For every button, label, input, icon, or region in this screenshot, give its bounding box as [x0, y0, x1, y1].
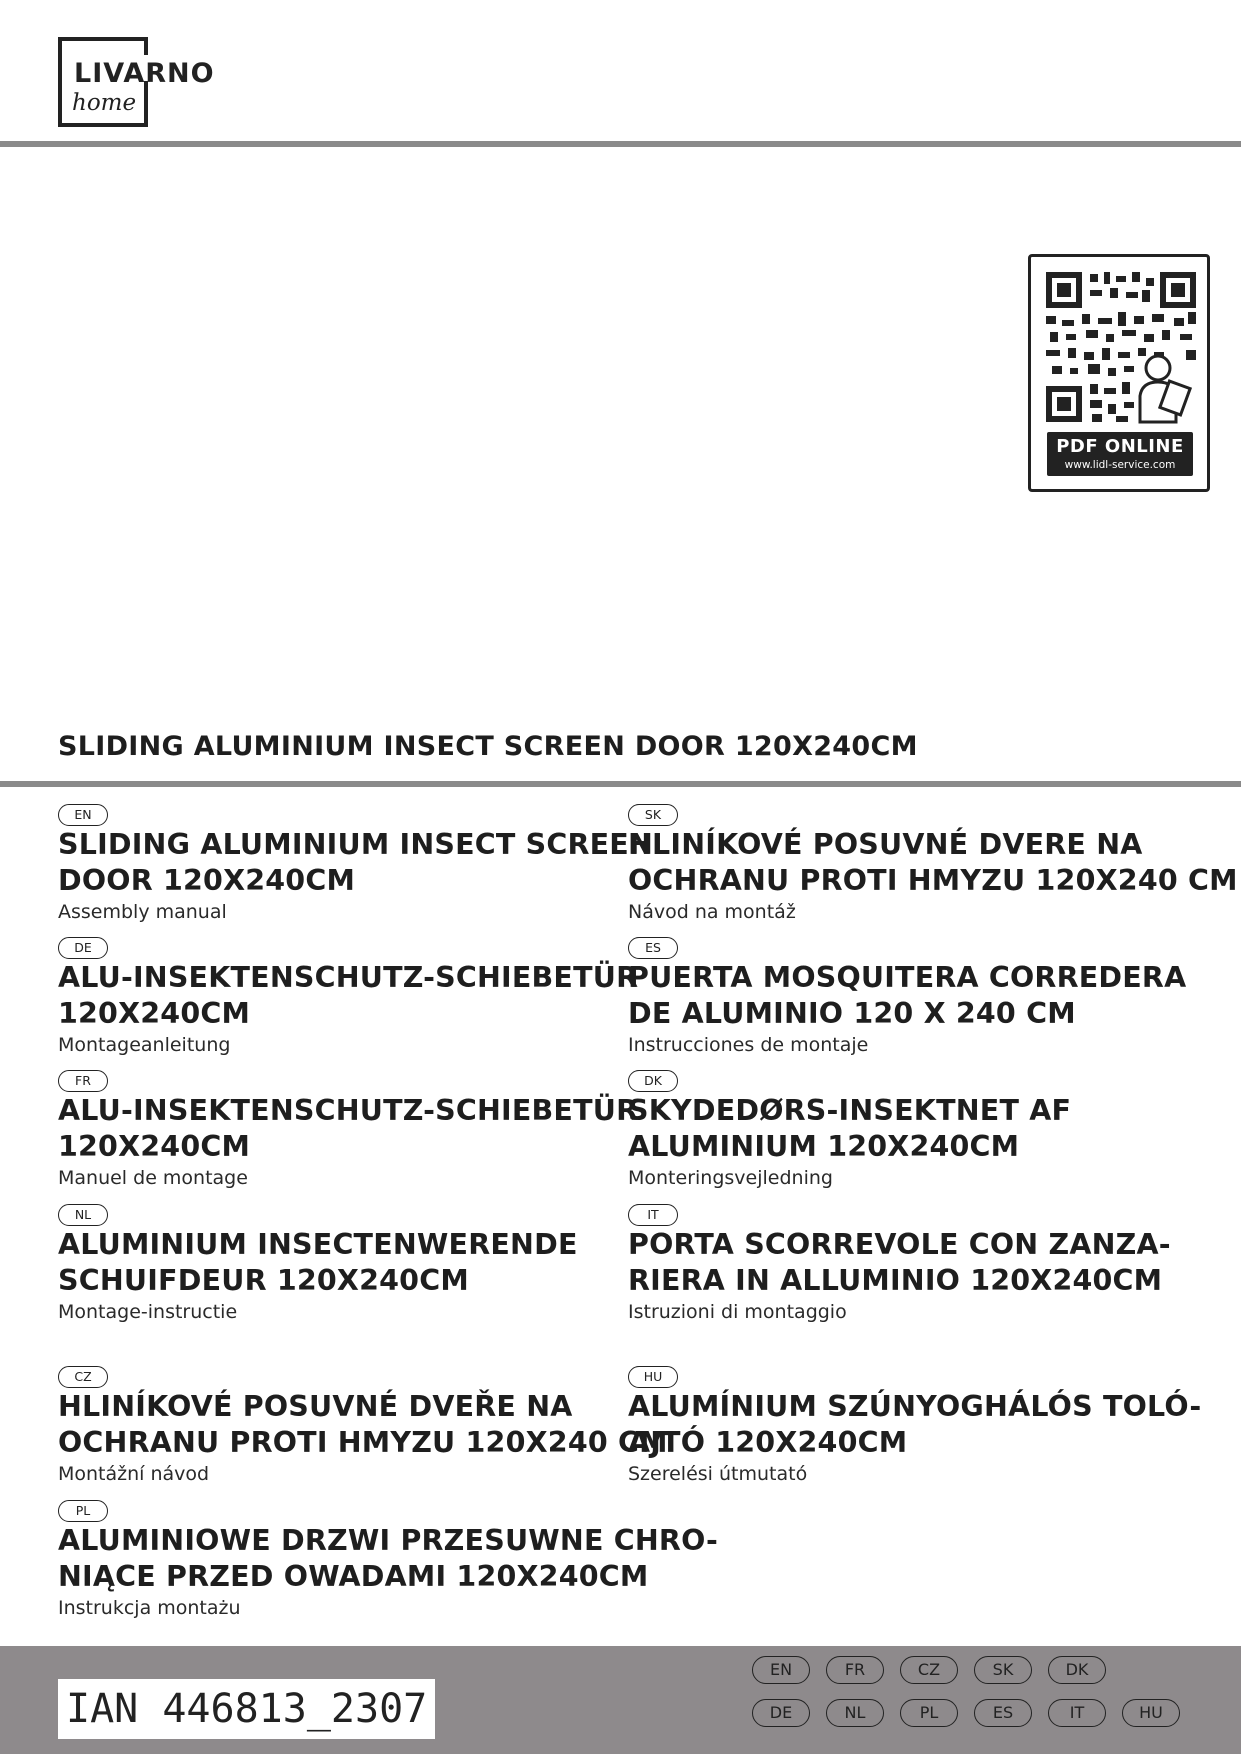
logo-brand-text: LIVARNO [74, 58, 215, 89]
lang-badge: ES [628, 937, 678, 959]
pdf-online-badge[interactable] [1047, 432, 1193, 476]
lang-badge: IT [628, 1204, 678, 1226]
lang-badge: DK [628, 1070, 678, 1092]
pdf-online-url: www.lidl-service.com [1064, 459, 1176, 471]
entry-title-line: HLINÍKOVÉ POSUVNÉ DVEŘE NA [58, 1390, 573, 1423]
entry-nl [58, 1204, 628, 1325]
entry-title-line: PORTA SCORREVOLE CON ZANZA- [628, 1228, 1171, 1261]
pdf-online-label: PDF ONLINE [1056, 436, 1184, 457]
footer-bar [0, 1646, 1241, 1754]
entry-subtitle: Instrucciones de montaje [628, 1034, 869, 1056]
entry-fr [58, 1070, 639, 1191]
footer-lang-de[interactable]: DE [752, 1699, 810, 1727]
entry-subtitle: Montážní návod [58, 1463, 210, 1485]
entry-es [628, 937, 1198, 1058]
entry-subtitle: Assembly manual [58, 901, 227, 923]
entry-title-line: RIERA IN ALLUMINIO 120X240CM [628, 1264, 1163, 1297]
footer-lang-cz[interactable]: CZ [900, 1656, 958, 1684]
entry-hu [628, 1366, 1202, 1487]
entry-title-line: PUERTA MOSQUITERA CORREDERA [628, 961, 1187, 994]
lang-badge: HU [628, 1366, 678, 1388]
footer-lang-en[interactable]: EN [752, 1656, 810, 1684]
footer-lang-pl[interactable]: PL [900, 1699, 958, 1727]
entry-title-line: SCHUIFDEUR 120X240CM [58, 1264, 469, 1297]
entry-title-line: ALUMÍNIUM SZÚNYOGHÁLÓS TOLÓ- [628, 1390, 1202, 1423]
header-rule [0, 141, 1241, 147]
footer-lang-es[interactable]: ES [974, 1699, 1032, 1727]
footer-lang-sk[interactable]: SK [974, 1656, 1032, 1684]
entry-pl [58, 1500, 719, 1621]
footer-lang-nl[interactable]: NL [826, 1699, 884, 1727]
lang-badge: PL [58, 1500, 108, 1522]
logo-sub-text: home [72, 90, 137, 116]
footer-lang-hu[interactable]: HU [1122, 1699, 1180, 1727]
ian-number: IAN 446813_2307 [58, 1679, 435, 1739]
lang-badge: CZ [58, 1366, 108, 1388]
lang-badge: EN [58, 804, 108, 826]
entry-title-line: DE ALUMINIO 120 X 240 CM [628, 997, 1076, 1030]
entry-sk [628, 804, 1238, 925]
entry-subtitle: Montageanleitung [58, 1034, 231, 1056]
qr-code-icon [1046, 272, 1196, 422]
title-rule [0, 781, 1241, 787]
entry-title-line: DOOR 120X240CM [58, 864, 356, 897]
lang-badge: SK [628, 804, 678, 826]
entry-title-line: 120X240CM [58, 997, 251, 1030]
entry-title-line: 120X240CM [58, 1130, 251, 1163]
entry-it [628, 1204, 1198, 1325]
entry-title-line: OCHRANU PROTI HMYZU 120X240 CM [58, 1426, 668, 1459]
footer-lang-dk[interactable]: DK [1048, 1656, 1106, 1684]
entry-title-line: ALUMINIOWE DRZWI PRZESUWNE CHRO- [58, 1524, 719, 1557]
qr-code-box[interactable] [1028, 254, 1210, 492]
product-title: SLIDING ALUMINIUM INSECT SCREEN DOOR 120X240CM [58, 731, 918, 762]
entry-subtitle: Návod na montáž [628, 901, 796, 923]
entry-title-line: ALU-INSEKTENSCHUTZ-SCHIEBETÜR [58, 961, 639, 994]
lang-badge: FR [58, 1070, 108, 1092]
entry-title-line: NIĄCE PRZED OWADAMI 120X240CM [58, 1560, 649, 1593]
entry-dk [628, 1070, 1198, 1191]
entry-title-line: SLIDING ALUMINIUM INSECT SCREEN [58, 828, 654, 861]
entry-title-line: ALUMINIUM 120X240CM [628, 1130, 1020, 1163]
entry-subtitle: Instrukcja montażu [58, 1597, 241, 1619]
livarno-home-logo [58, 37, 215, 128]
entry-title-line: ALUMINIUM INSECTENWERENDE [58, 1228, 578, 1261]
footer-lang-fr[interactable]: FR [826, 1656, 884, 1684]
lang-badge: DE [58, 937, 108, 959]
entry-title-line: ALU-INSEKTENSCHUTZ-SCHIEBETÜR [58, 1094, 639, 1127]
entry-de [58, 937, 639, 1058]
footer-lang-it[interactable]: IT [1048, 1699, 1106, 1727]
entry-title-line: HLINÍKOVÉ POSUVNÉ DVERE NA [628, 828, 1143, 861]
entry-subtitle: Istruzioni di montaggio [628, 1301, 847, 1323]
lang-badge: NL [58, 1204, 108, 1226]
entry-subtitle: Szerelési útmutató [628, 1463, 808, 1485]
entry-title-line: SKYDEDØRS-INSEKTNET AF [628, 1094, 1072, 1127]
entry-subtitle: Montage-instructie [58, 1301, 238, 1323]
entry-subtitle: Manuel de montage [58, 1167, 248, 1189]
entry-subtitle: Monteringsvejledning [628, 1167, 833, 1189]
entry-title-line: AJTÓ 120X240CM [628, 1426, 908, 1459]
entry-title-line: OCHRANU PROTI HMYZU 120X240 CM [628, 864, 1238, 897]
